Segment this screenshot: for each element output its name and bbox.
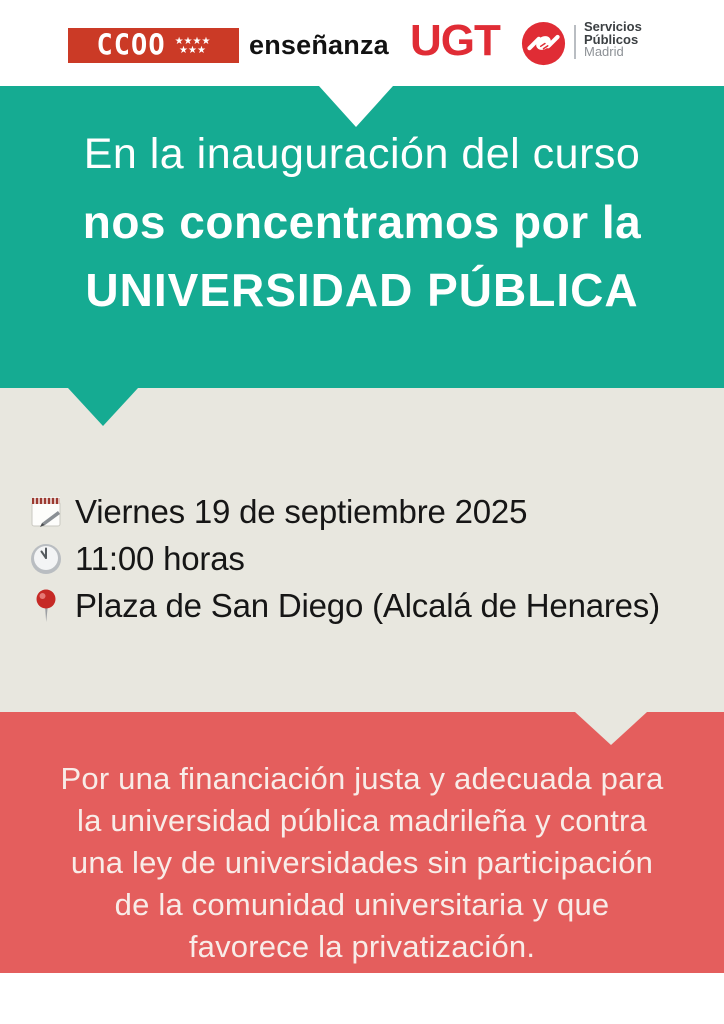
stars-row-top: ★★★★ <box>174 35 211 47</box>
headline-line3: UNIVERSIDAD PÚBLICA <box>85 264 639 316</box>
footer-whitespace <box>0 973 724 1024</box>
event-location-row <box>28 588 660 624</box>
event-time: 11:00 horas <box>75 540 245 577</box>
clock-icon <box>28 541 64 577</box>
event-time-row <box>28 541 660 577</box>
message-line: de la comunidad universitaria y que <box>114 887 610 922</box>
handshake-icon <box>521 21 566 66</box>
event-date-row <box>28 494 660 530</box>
ugt-org-line3: Madrid <box>584 44 624 59</box>
message-top-notch <box>575 712 647 745</box>
ccoo-logo <box>68 28 239 63</box>
event-details <box>0 388 724 712</box>
header-logos <box>0 0 724 86</box>
madrid-stars-icon <box>175 37 211 55</box>
headline-line2: nos concentramos por la <box>82 196 642 248</box>
stars-row-bottom: ★★★ <box>179 44 206 56</box>
ccoo-sector-label: enseñanza <box>249 30 389 60</box>
message-banner <box>0 712 724 973</box>
message-text <box>0 712 724 968</box>
pin-icon <box>28 588 64 624</box>
ugt-wordmark: UGT <box>410 16 500 65</box>
event-date: Viernes 19 de septiembre 2025 <box>75 493 528 530</box>
message-line: una ley de universidades sin participación <box>70 845 654 880</box>
ccoo-wordmark: CCOO <box>96 29 166 62</box>
headline-line1: En la inauguración del curso <box>83 130 641 178</box>
ugt-org-name <box>584 21 642 59</box>
headline-banner <box>0 86 724 388</box>
event-location: Plaza de San Diego (Alcalá de Henares) <box>75 587 660 624</box>
banner-tail-pointer <box>68 388 138 426</box>
logo-divider <box>574 25 576 59</box>
message-line: Por una financiación justa y adecuada para <box>60 761 664 796</box>
ugt-org-line1: Servicios <box>584 19 642 34</box>
banner-top-notch <box>319 86 393 127</box>
calendar-icon <box>28 494 64 530</box>
ugt-org-line2: Públicos <box>584 31 639 47</box>
message-line: la universidad pública madrileña y contra <box>77 803 647 838</box>
message-line: favorece la privatización. <box>188 929 536 964</box>
